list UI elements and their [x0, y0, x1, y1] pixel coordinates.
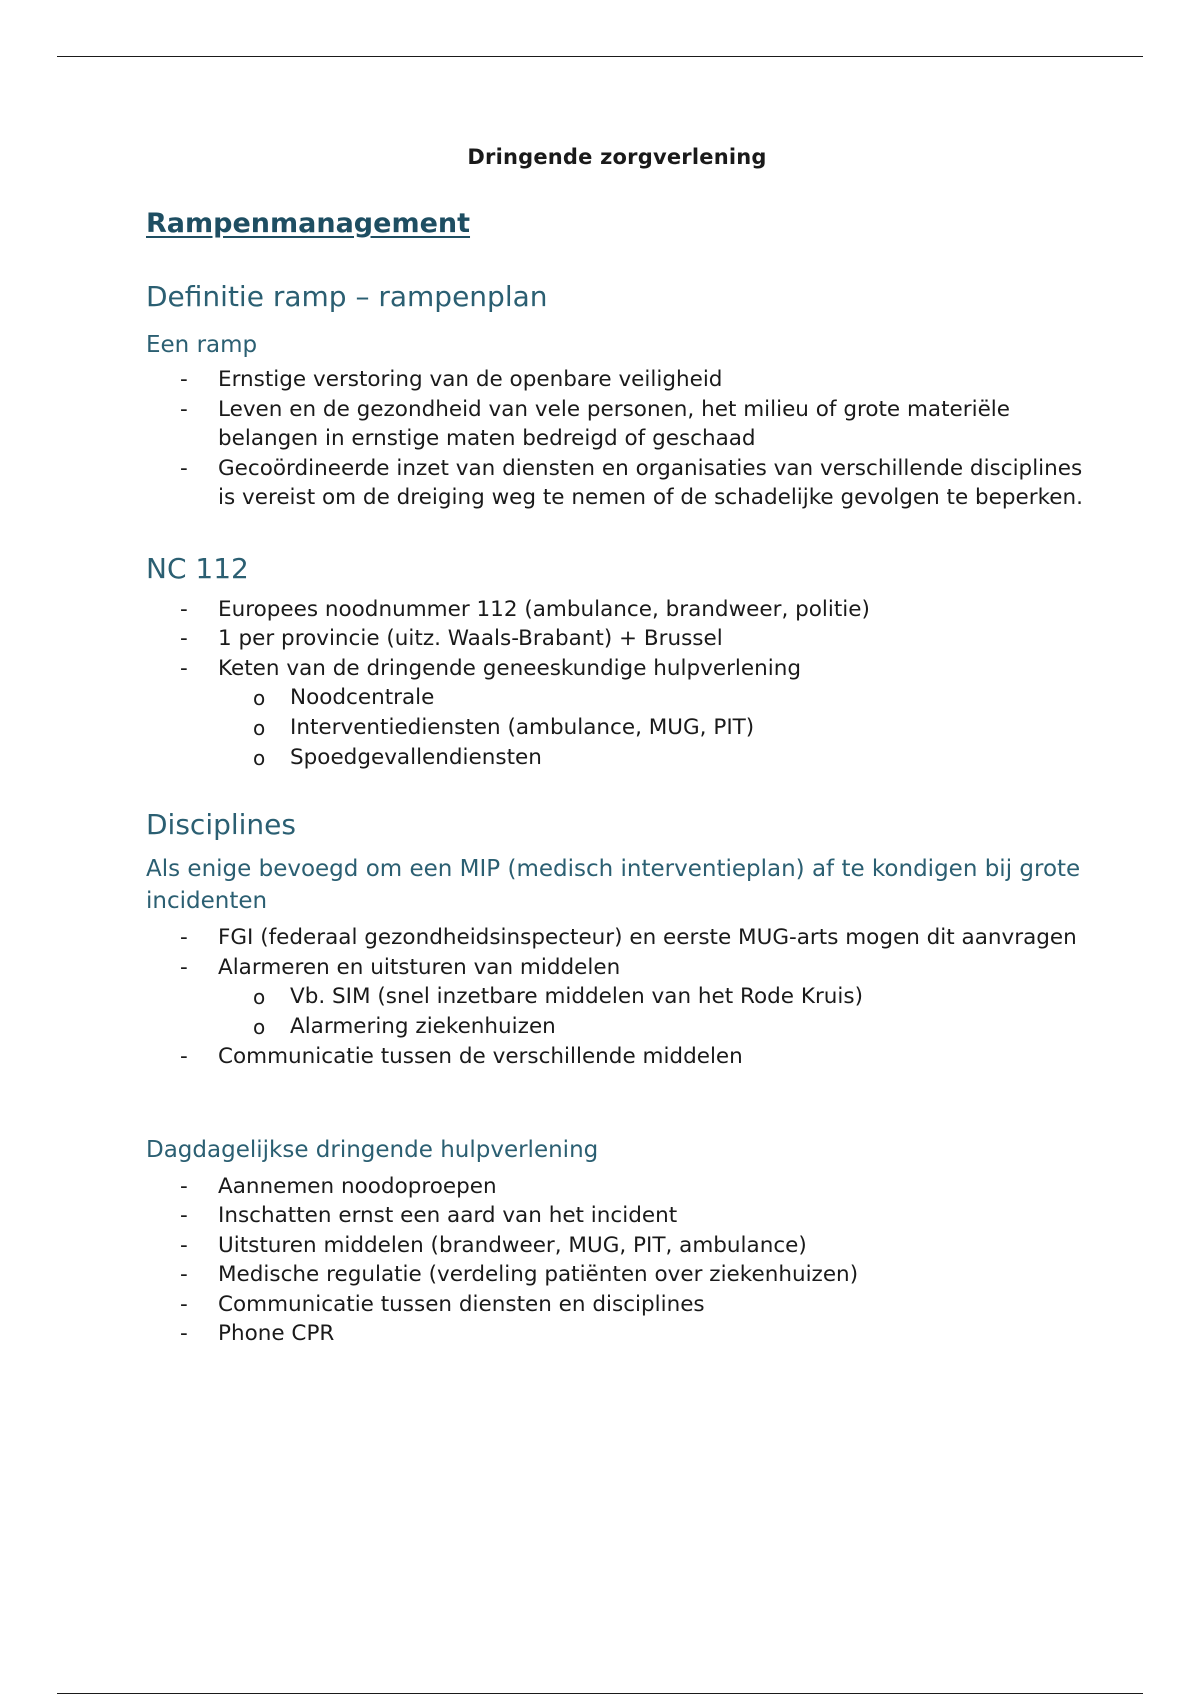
circle-bullet: o — [253, 716, 266, 740]
sublist-disciplines — [146, 982, 1096, 1042]
list-item: - Communicatie tussen de verschillende middelen — [146, 1042, 1096, 1072]
dash-bullet: - — [180, 396, 188, 422]
list-item: - Keten van de dringende geneeskundige hulpverlening o Noodcentrale o Interventiediensten (ambulance, MUG, PIT) o Spoedgevallendiensten — [146, 654, 1096, 774]
dash-bullet: - — [180, 596, 188, 622]
list-item: - FGI (federaal gezondheidsinspecteur) en eerste MUG-arts mogen dit aanvragen — [146, 923, 1096, 953]
subheading-mip: Als enige bevoegd om een MIP (medisch interventieplan) af te kondigen bij grote incidenten — [146, 856, 1081, 914]
circle-bullet: o — [253, 746, 266, 770]
list-item: - Leven en de gezondheid van vele personen, het milieu of grote materiële belangen in ernstige maten bedreigd of geschaad — [180, 396, 1011, 451]
list-nc112 — [146, 595, 1096, 774]
dash-bullet: - — [180, 925, 188, 950]
sublist-nc112 — [146, 683, 1096, 773]
list-definitie — [146, 365, 1096, 513]
dash-bullet: - — [180, 1203, 188, 1228]
heading-dagdagelijkse: Dagdagelijkse dringende hulpverlening — [146, 1136, 599, 1163]
sublist-item: o Noodcentrale — [146, 683, 1096, 713]
dash-bullet: - — [180, 1232, 188, 1258]
dash-bullet: - — [180, 1262, 188, 1287]
sublist-item: o Spoedgevallendiensten — [146, 743, 1096, 773]
dash-bullet: - — [180, 954, 188, 980]
list-item: - Europees noodnummer 112 (ambulance, brandweer, politie) — [146, 595, 1096, 625]
dash-bullet: - — [180, 1291, 188, 1317]
list-item: - Uitsturen middelen (brandweer, MUG, PIT, ambulance) — [146, 1231, 1096, 1261]
dash-bullet: - — [180, 455, 188, 481]
dash-bullet: - — [180, 1321, 188, 1346]
list-item: - 1 per provincie (uitz. Waals-Brabant) + Brussel — [146, 624, 1096, 654]
list-disciplines — [146, 923, 1096, 1072]
heading-nc112: NC 112 — [146, 551, 249, 585]
list-item: - Inschatten ernst een aard van het incident — [146, 1201, 1096, 1231]
subheading-een-ramp: Een ramp — [146, 332, 258, 358]
circle-bullet: o — [253, 1015, 266, 1039]
heading-definitie: Definitie ramp – rampenplan — [146, 280, 548, 313]
footer-rule — [57, 1693, 1143, 1694]
document-body — [146, 205, 1096, 1349]
dash-bullet: - — [180, 626, 188, 651]
list-item: - Gecoördineerde inzet van diensten en organisaties van verschillende disciplines is vereist om de dreiging weg te nemen of de schadelijke gevolgen te beperken. — [180, 455, 1083, 510]
dash-bullet: - — [180, 367, 188, 392]
list-item: - Aannemen noodoproepen — [146, 1172, 1096, 1202]
circle-bullet: o — [253, 985, 266, 1009]
header-rule — [57, 56, 1143, 57]
dash-bullet: - — [180, 1173, 188, 1199]
sublist-item: o Vb. SIM (snel inzetbare middelen van het Rode Kruis) — [146, 982, 1096, 1012]
list-item: - Ernstige verstoring van de openbare veiligheid — [146, 365, 1096, 395]
list-item: - Phone CPR — [146, 1319, 1096, 1349]
list-item: - Medische regulatie (verdeling patiënten over ziekenhuizen) — [146, 1260, 1096, 1290]
sublist-item: o Alarmering ziekenhuizen — [146, 1012, 1096, 1042]
heading-disciplines: Disciplines — [146, 808, 296, 841]
document-title: Dringende zorgverlening — [467, 145, 767, 169]
list-dagdagelijks — [146, 1172, 1096, 1349]
dash-bullet: - — [180, 1044, 188, 1069]
sublist-item: o Interventiediensten (ambulance, MUG, PIT) — [146, 713, 1096, 743]
list-item: - Alarmeren en uitsturen van middelen o Vb. SIM (snel inzetbare middelen van het Rode Kruis) o Alarmering ziekenhuizen — [146, 953, 1096, 1043]
dash-bullet: - — [180, 655, 188, 681]
circle-bullet: o — [253, 686, 266, 710]
list-item: - Communicatie tussen diensten en disciplines — [146, 1290, 1096, 1320]
section-heading-rampenmanagement: Rampenmanagement — [146, 208, 471, 239]
